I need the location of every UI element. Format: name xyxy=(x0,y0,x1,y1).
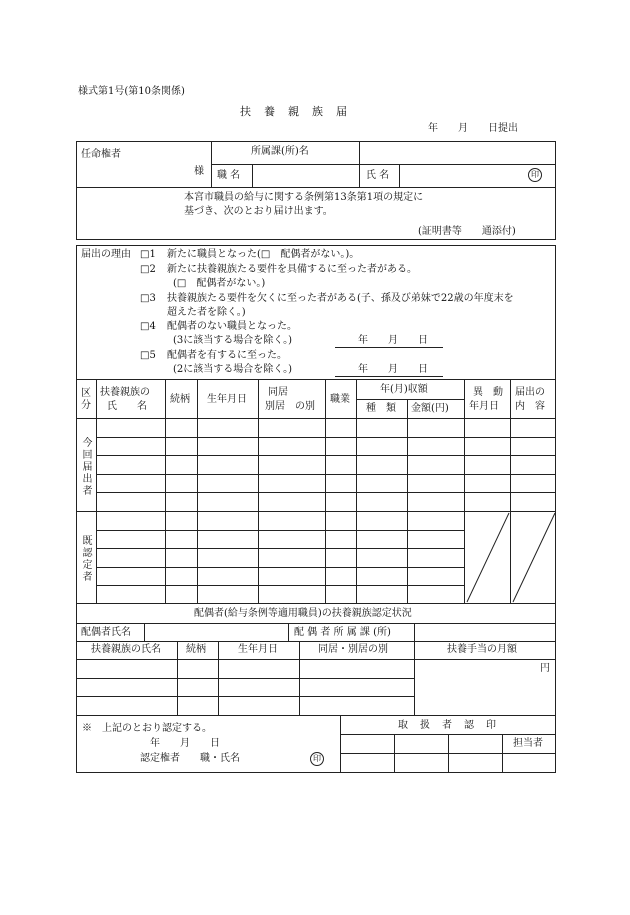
allowance-field[interactable] xyxy=(415,660,555,714)
list-item[interactable] xyxy=(77,660,413,677)
statement-line-2: 基づき、次のとおり届け出ます。 xyxy=(184,206,333,217)
section-current-label: 今回届出者 xyxy=(80,437,91,497)
occupation-header: 職業 xyxy=(330,394,350,405)
income-header: 年(月)収額 xyxy=(380,384,428,395)
handler-label: 取 扱 者 認 印 xyxy=(398,720,497,731)
dep-name-header-1: 扶養親族の xyxy=(100,387,150,398)
income-amount-header: 金額(円) xyxy=(411,403,449,414)
table-row[interactable] xyxy=(97,568,463,584)
spouse-relation-header: 続柄 xyxy=(186,644,206,655)
table-row[interactable] xyxy=(97,438,555,454)
reason-3-sub: 超えた者を除く。) xyxy=(167,307,246,318)
post-field[interactable] xyxy=(253,165,358,186)
attachment-note: (証明書等 通添付) xyxy=(418,226,516,237)
name-label: 氏 名 xyxy=(366,170,390,181)
section-existing-label: 既認定者 xyxy=(80,535,91,583)
form-title: 扶 養 親 族 届 xyxy=(240,105,348,118)
approval-date[interactable]: 年 月 日 xyxy=(150,738,220,749)
reason-3-checkbox[interactable]: □3 xyxy=(140,293,156,304)
reason-4-sub: (3に該当する場合を除く。) xyxy=(173,335,292,346)
approver-label: 認定権者 職・氏名 xyxy=(140,753,240,764)
approver-seal-icon: 印 xyxy=(310,752,324,766)
reason-1-checkbox[interactable]: □1 xyxy=(140,249,156,260)
spouse-dep-name-header: 扶養親族の氏名 xyxy=(91,644,161,655)
approval-note: ※ 上記のとおり認定する。 xyxy=(82,723,212,734)
kubun-header: 区分 xyxy=(81,388,91,411)
reasons-label: 届出の理由 xyxy=(81,249,131,260)
post-label: 職 名 xyxy=(217,170,241,181)
reason-2-checkbox[interactable]: □2 xyxy=(140,264,156,275)
stamp-box-1[interactable] xyxy=(341,754,393,771)
sama-label: 様 xyxy=(194,166,204,177)
reason-4-date[interactable]: 年 月 日 xyxy=(358,335,428,346)
stamp-box-3[interactable] xyxy=(449,754,501,771)
list-item[interactable] xyxy=(77,697,413,714)
spouse-dept-label: 配 偶 者 所 属 課 (所) xyxy=(294,627,391,638)
reason-4-text: 配偶者のない職員となった。 xyxy=(167,321,297,332)
table-row[interactable] xyxy=(97,475,555,491)
spouse-title: 配偶者(給与条例等適用職員)の扶養親族認定状況 xyxy=(194,608,412,619)
appointer-label: 任命権者 xyxy=(81,149,121,160)
change-header-1: 異 動 xyxy=(473,387,503,398)
reason-5-date[interactable]: 年 月 日 xyxy=(358,364,428,375)
spouse-dept-field[interactable] xyxy=(415,624,555,640)
name-field[interactable] xyxy=(400,165,525,186)
table-row[interactable] xyxy=(97,512,463,529)
reason-5-text: 配偶者を有するに至った。 xyxy=(167,350,287,361)
spouse-name-label: 配偶者氏名 xyxy=(81,627,131,638)
income-type-header: 種 類 xyxy=(366,403,396,414)
reason-1-text: 新たに職員となった(□ 配偶者がない。)。 xyxy=(167,249,360,260)
dept-label: 所属課(所)名 xyxy=(251,146,309,157)
content-header-1: 届出の xyxy=(515,387,545,398)
birthdate-header: 生年月日 xyxy=(207,394,247,405)
submission-date: 年 月 日提出 xyxy=(428,123,518,134)
statement-line-1: 本宮市職員の給与に関する条例第13条第1項の規定に xyxy=(184,192,424,203)
table-row[interactable] xyxy=(97,549,463,566)
table-row[interactable] xyxy=(97,456,555,473)
dept-field[interactable] xyxy=(360,146,555,163)
spouse-allowance-header: 扶養手当の月額 xyxy=(447,644,517,655)
spouse-name-field[interactable] xyxy=(145,624,287,640)
table-row[interactable] xyxy=(97,493,555,510)
cohab-header-2: 別居 の別 xyxy=(265,401,315,412)
person-in-charge-label: 担当者 xyxy=(513,738,543,749)
cohab-header-1: 同居 xyxy=(268,387,288,398)
table-row[interactable] xyxy=(97,531,463,547)
reason-5-sub: (2に該当する場合を除く。) xyxy=(173,364,292,375)
relation-header: 続柄 xyxy=(170,394,190,405)
spouse-birthdate-header: 生年月日 xyxy=(238,644,278,655)
reason-2-sub: (□ 配偶者がない。) xyxy=(173,278,266,289)
table-row[interactable] xyxy=(97,586,463,602)
seal-icon: 印 xyxy=(528,168,542,182)
spouse-cohab-header: 同居・別居の別 xyxy=(318,644,388,655)
reason-5-checkbox[interactable]: □5 xyxy=(140,350,156,361)
change-header-2: 年月日 xyxy=(469,401,499,412)
reason-4-checkbox[interactable]: □4 xyxy=(140,321,156,332)
list-item[interactable] xyxy=(77,679,413,695)
diagonal-strike xyxy=(464,511,556,603)
dep-name-header-2: 氏 名 xyxy=(107,401,147,412)
reason-2-text: 新たに扶養親族たる要件を具備するに至った者がある。 xyxy=(167,264,417,275)
reason-3-text: 扶養親族たる要件を欠くに至った者がある(子、孫及び弟妹で22歳の年度末を xyxy=(167,293,514,304)
table-row[interactable] xyxy=(97,419,555,436)
stamp-box-4[interactable] xyxy=(503,754,555,771)
content-header-2: 内 容 xyxy=(515,401,545,412)
allowance-yen: 円 xyxy=(540,663,550,674)
form-number: 様式第1号(第10条関係) xyxy=(78,86,185,97)
stamp-box-2[interactable] xyxy=(395,754,447,771)
